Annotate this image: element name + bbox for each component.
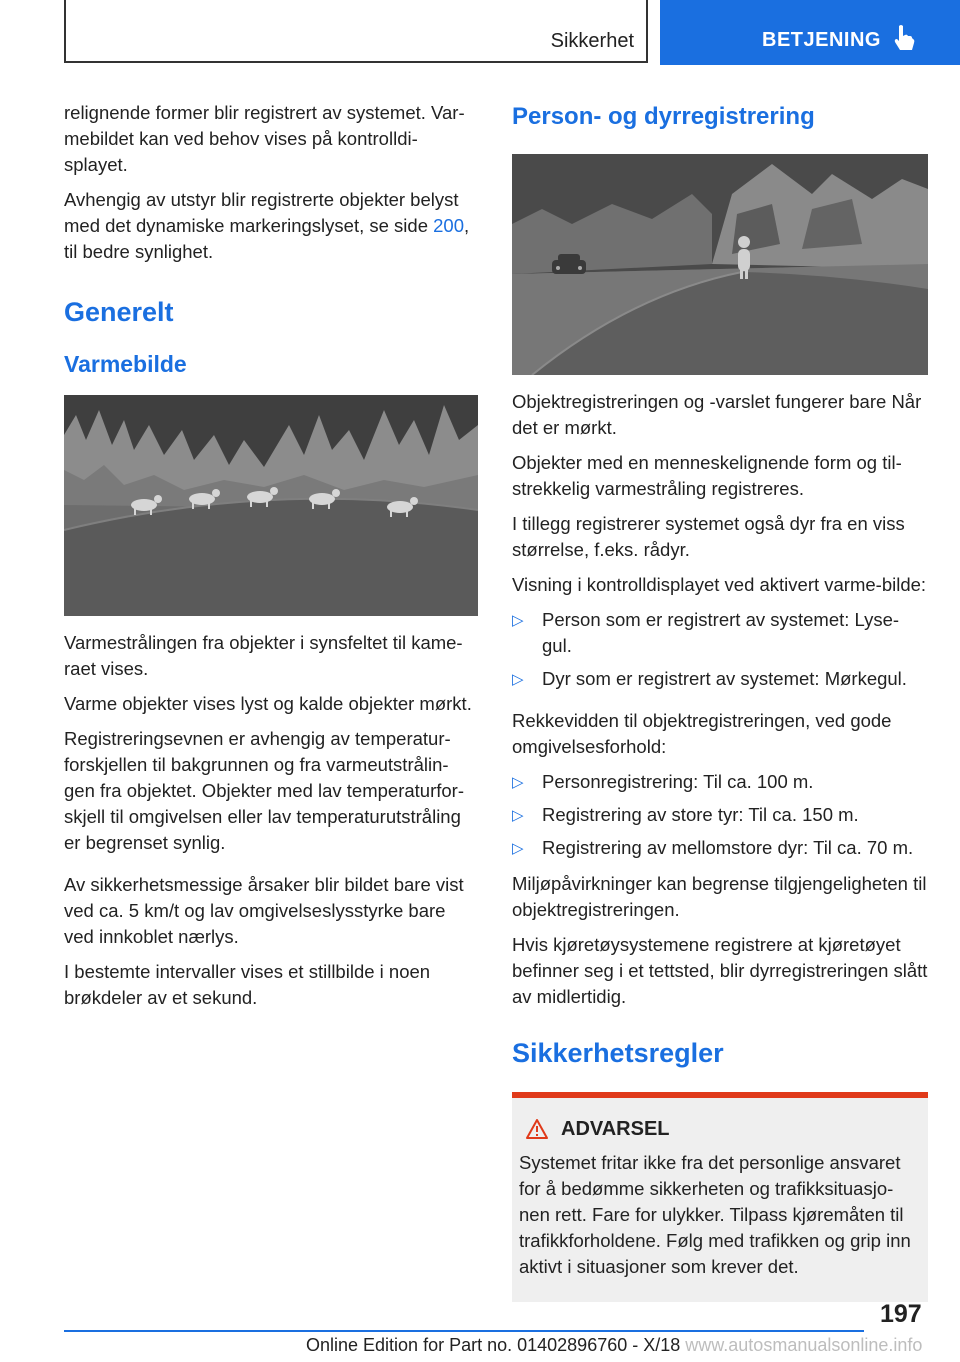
header-section-box: [64, 0, 648, 63]
edition-text: Online Edition for Part no. 01402896760 - X/18: [306, 1335, 681, 1355]
paragraph: Rekkevidden til objektregistreringen, ved gode omgivelsesforhold:: [512, 710, 892, 757]
triangle-bullet-icon: ▷: [512, 774, 524, 791]
heading-thermal-image: Varmebilde: [64, 351, 187, 377]
list-item-text: Registrering av store tyr: Til ca. 150 m.: [542, 804, 859, 825]
color-list: [512, 607, 928, 692]
paragraph: Miljøpåvirkninger kan begrense tilgjengeligheten til objektregistreringen.: [512, 873, 927, 920]
list-item: [512, 835, 928, 861]
paragraph: Hvis kjøretøysystemene registrere at kjøretøyet befinner seg i et tettsted, blir dyrregistreringen slått av midlertidig.: [512, 934, 928, 1007]
range-list: [512, 769, 928, 861]
list-item-text: Dyr som er registrert av systemet: Mørkegul.: [542, 668, 907, 689]
list-item: [512, 802, 928, 828]
triangle-bullet-icon: ▷: [512, 612, 524, 629]
list-item-text: Person som er registrert av systemet: Lyse-gul.: [542, 609, 900, 656]
list-item-text: Personregistrering: Til ca. 100 m.: [542, 771, 814, 792]
page-number: 197: [880, 1300, 922, 1328]
heading-general: Generelt: [64, 297, 174, 327]
paragraph-text: Avhengig av utstyr blir registrerte objekter belyst med det dynamiske markeringslyset, se side: [64, 189, 459, 236]
list-item: [512, 769, 928, 795]
warning-triangle-icon: [525, 1118, 549, 1140]
warning-title: [519, 1116, 914, 1142]
paragraph: Registreringsevnen er avhengig av temperatur-forskjellen til bakgrunnen og fra varmeutstrålin-gen fra objektet. Objekter med lav temperaturfor-skjell til omgivelsen eller lav temperaturutstråling er begrenset synlig.: [64, 728, 464, 853]
paragraph: I bestemte intervaller vises et stillbilde i noen brøkdeler av et sekund.: [64, 961, 431, 1008]
chapter-title: BETJENING: [762, 29, 881, 51]
paragraph: Varmestrålingen fra objekter i synsfeltet til kame-raet vises.: [64, 632, 463, 679]
warning-text: Systemet fritar ikke fra det personlige ansvaret for å bedømme sikkerheten og trafikksituasjo-nen rett. Fare for ulykker. Tilpass kjøremåten til trafikkforholdene. Følg med trafikken og grip inn aktivt i situasjoner som krever det.: [519, 1152, 911, 1277]
thermal-image-animals: [64, 395, 478, 616]
section-title: Sikkerhet: [550, 30, 634, 52]
paragraph: relignende former blir registrert av systemet. Var-mebildet kan ved behov vises på kontrolldi-splayet.: [64, 102, 465, 175]
warning-title-text: ADVARSEL: [561, 1118, 670, 1140]
triangle-bullet-icon: ▷: [512, 807, 524, 824]
list-item: [512, 666, 928, 692]
paragraph: Varme objekter vises lyst og kalde objekter mørkt.: [64, 693, 472, 714]
paragraph: Objekter med en menneskelignende form og til-strekkelig varmestråling registreres.: [512, 452, 902, 499]
triangle-bullet-icon: ▷: [512, 671, 524, 688]
heading-safety-rules: Sikkerhetsregler: [512, 1038, 724, 1068]
paragraph: [64, 187, 478, 265]
paragraph: Visning i kontrolldisplayet ved aktivert varme-bilde:: [512, 574, 927, 595]
paragraph: Objektregistreringen og -varslet fungerer bare Når det er mørkt.: [512, 391, 922, 438]
paragraph: I tillegg registrerer systemet også dyr fra en viss størrelse, f.eks. rådyr.: [512, 513, 905, 560]
list-item-text: Registrering av mellomstore dyr: Til ca. 70 m.: [542, 837, 914, 858]
triangle-bullet-icon: ▷: [512, 840, 524, 857]
paragraph-text: , til bedre synlighet.: [64, 215, 470, 262]
thermal-image-person: [512, 154, 928, 375]
footer-brand: www.autosmanualsonline.info: [685, 1335, 923, 1355]
paragraph: Av sikkerhetsmessige årsaker blir bildet bare vist ved ca. 5 km/t og lav omgivelseslysstyrke bare ved innkoblet nærlys.: [64, 874, 464, 947]
right-column: [512, 100, 928, 1302]
pointing-hand-icon: [893, 24, 915, 52]
chapter-tab[interactable]: [660, 0, 960, 65]
warning-box: [512, 1092, 928, 1302]
page-link[interactable]: 200: [433, 215, 464, 236]
heading-person-animal-detection: Person- og dyrregistrering: [512, 103, 815, 130]
footer: [306, 1335, 922, 1356]
footer-divider: [64, 1330, 864, 1332]
left-column: [64, 100, 478, 1020]
list-item: [512, 607, 928, 659]
